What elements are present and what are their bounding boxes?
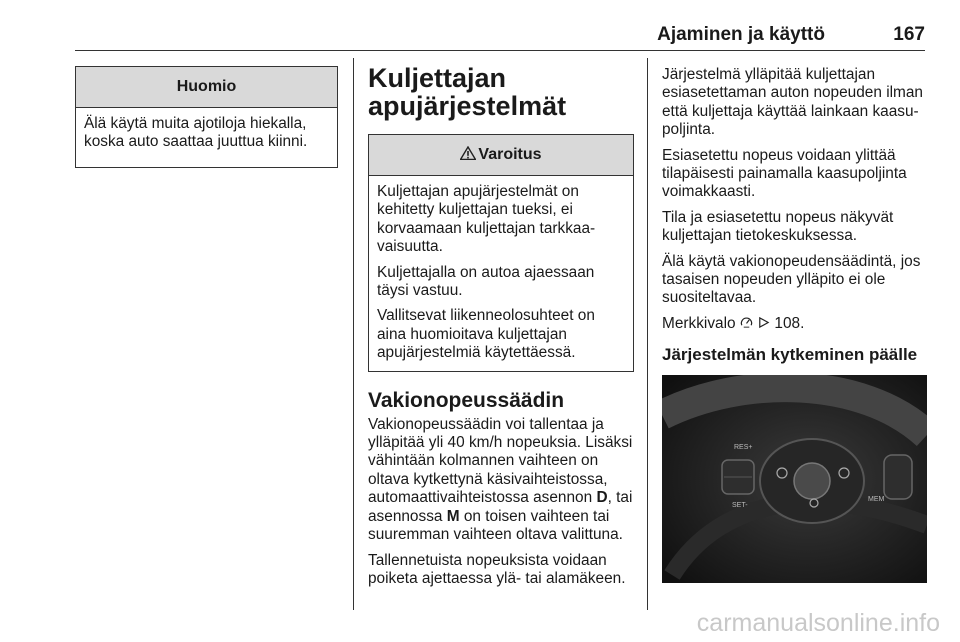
gear-m: M [446, 507, 460, 525]
gear-d: D [596, 489, 608, 507]
column-3 [662, 66, 928, 583]
note-box [75, 66, 338, 168]
steering-wheel-controls-illustration [662, 375, 927, 583]
cruise-control-indicator-icon [740, 316, 753, 329]
subsection-heading: Järjestelmän kytkeminen päälle [662, 345, 918, 365]
column-1 [75, 66, 338, 168]
page-reference: 108. [774, 314, 805, 332]
body-paragraph: Tila ja esiasetettu nopeus näkyvät kuljettajan tietokeskuksessa. [662, 208, 894, 245]
warning-box [368, 134, 634, 372]
column-2 [368, 64, 634, 595]
body-paragraph: Älä käytä vakionopeudensäädintä, jos tasaisen nopeuden ylläpito ei ole suositeltavaa. [662, 252, 921, 307]
note-text: Älä käytä muita ajotiloja hiekalla, koska auto saattaa juuttua kiinni. [84, 115, 308, 151]
section-heading: Kuljettajan apujärjestelmät [368, 63, 567, 121]
page-header [75, 24, 925, 51]
warning-paragraph: Kuljettajan apujärjestelmät on kehitetty kuljettajan tueksi, ei korvaamaan kuljettajan tarkkaavaisuutta. [377, 183, 596, 256]
page-reference-arrow-icon [757, 316, 770, 329]
body-paragraph: Tallennetuista nopeuksista voidaan poiketa ajettaessa ylä- tai alamäkeen. [368, 551, 626, 587]
column-divider [647, 58, 648, 610]
indicator-label: Merkkivalo [662, 314, 736, 332]
page-number: 167 [893, 24, 925, 45]
body-paragraph: Vakionopeussäädin voi tallentaa ja ylläpitää yli 40 km/h nopeuksia. Lisäksi vähintään kolmannen vaihteen on oltava kytkettynä käsivaihteistossa, automaattivaihteistossa asennon D, tai asennossa M on toisen vaihteen tai suuremman vaihteen oltava valittuna. [368, 415, 633, 544]
warning-paragraph: Kuljettajalla on autoa ajaessaan täysi vastuu. [377, 263, 595, 300]
set-label: SET- [732, 502, 748, 510]
warning-triangle-icon [460, 146, 476, 160]
watermark: carmanualsonline.info [696, 609, 940, 637]
warning-title: Varoitus [478, 146, 542, 163]
mem-label: MEM [868, 496, 885, 504]
note-title: Huomio [76, 67, 337, 108]
res-label: RES+ [734, 444, 753, 452]
column-divider [353, 58, 354, 610]
steering-wheel-photo [662, 375, 927, 583]
indicator-reference [662, 315, 928, 333]
warning-paragraph: Vallitsevat liikenneolosuhteet on aina huomioitava kuljettajan apujärjestelmiä käytettäessä. [377, 307, 595, 362]
body-paragraph: Esiasetettu nopeus voidaan ylittää tilapäisesti painamalla kaasupoljinta voimakkaasti. [662, 146, 907, 201]
body-paragraph: Järjestelmä ylläpitää kuljettajan esiasetettaman auton nopeuden ilman että kuljettaja käyttää lainkaan kaasupoljinta. [662, 66, 923, 139]
warning-header [369, 135, 633, 176]
section-title: Ajaminen ja käyttö [657, 24, 825, 45]
subsection-heading: Vakionopeussäädin [368, 388, 565, 412]
